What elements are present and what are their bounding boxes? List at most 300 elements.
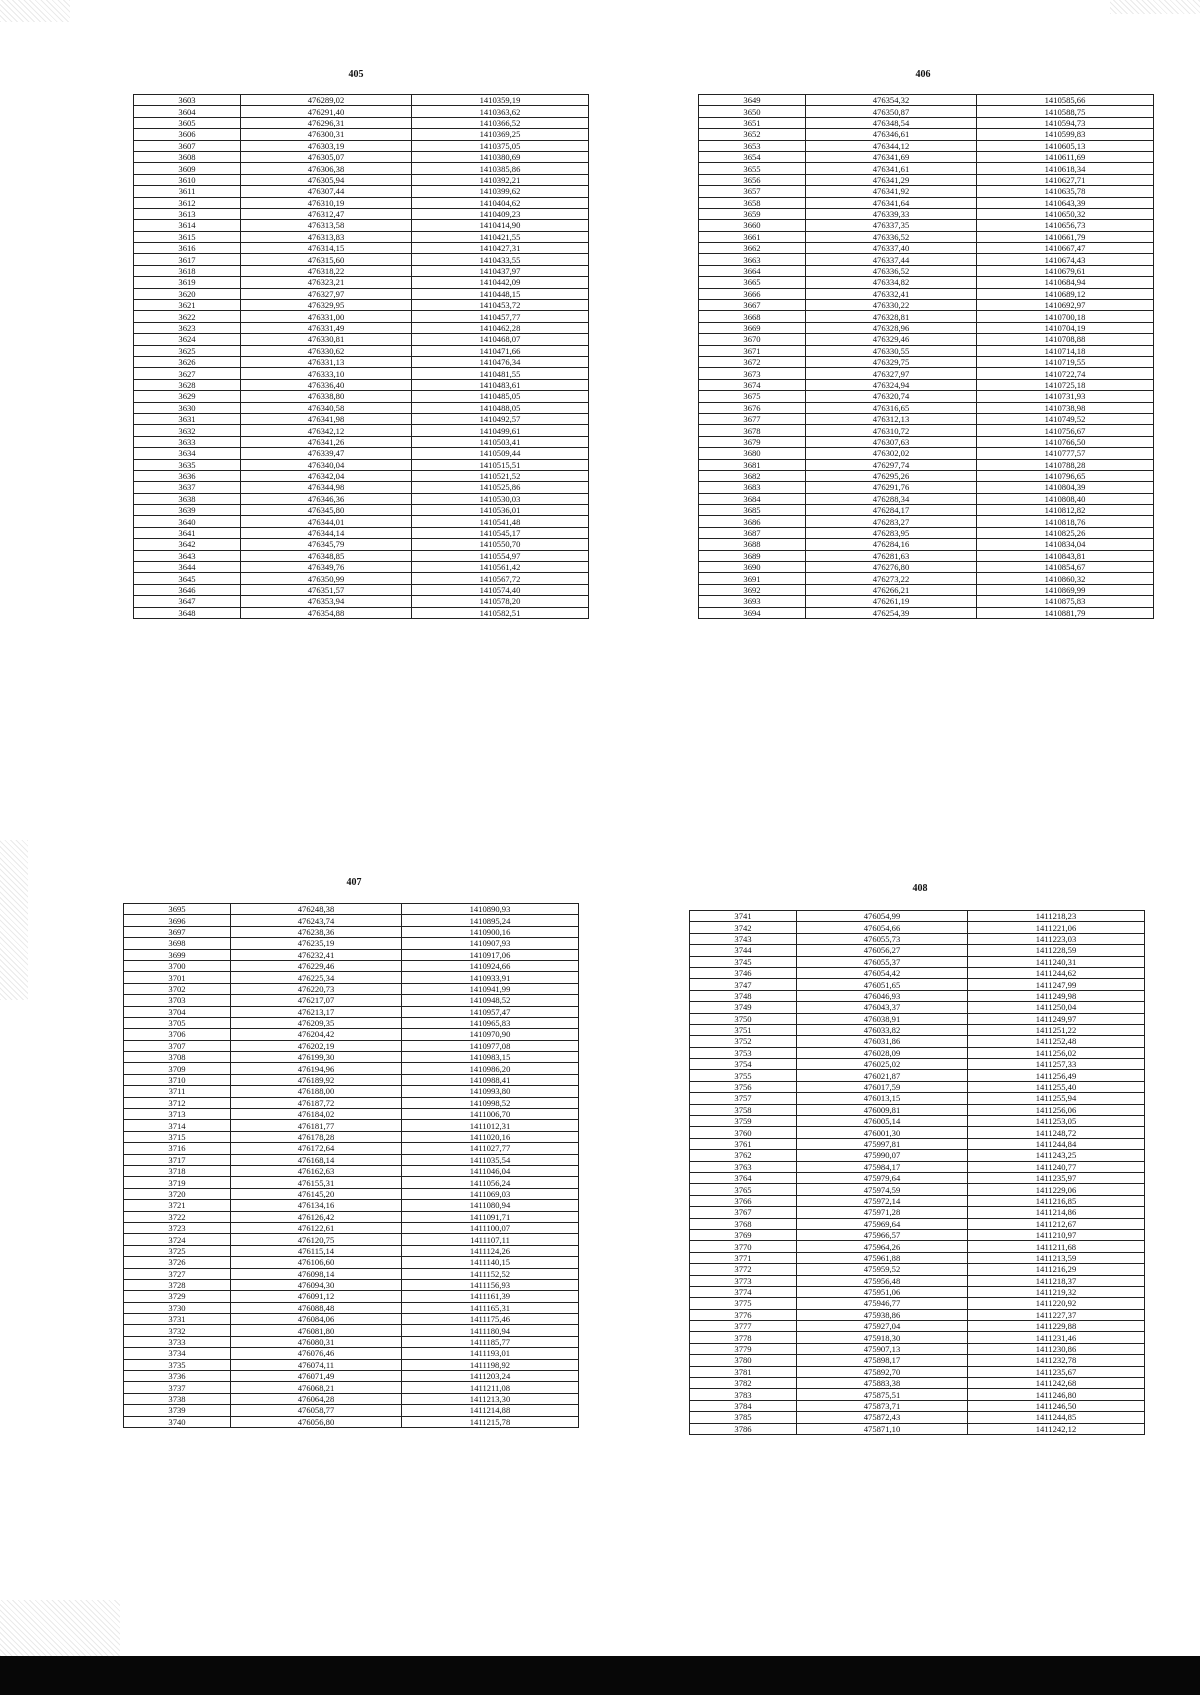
x-coordinate-cell: 476028,09 bbox=[797, 1047, 968, 1058]
point-number-cell: 3636 bbox=[134, 470, 241, 481]
point-number-cell: 3617 bbox=[134, 254, 241, 265]
point-number-cell: 3729 bbox=[124, 1291, 231, 1302]
x-coordinate-cell: 476074,11 bbox=[231, 1359, 402, 1370]
x-coordinate-cell: 476054,66 bbox=[797, 922, 968, 933]
table-row bbox=[699, 493, 1154, 504]
table-row bbox=[134, 402, 589, 413]
x-coordinate-cell: 476181,77 bbox=[231, 1120, 402, 1131]
y-coordinate-cell: 1410788,28 bbox=[977, 459, 1154, 470]
point-number-cell: 3707 bbox=[124, 1040, 231, 1051]
y-coordinate-cell: 1411006,70 bbox=[402, 1109, 579, 1120]
point-number-cell: 3610 bbox=[134, 174, 241, 185]
x-coordinate-cell: 476289,02 bbox=[241, 95, 412, 106]
y-coordinate-cell: 1410627,71 bbox=[977, 174, 1154, 185]
table-row bbox=[134, 562, 589, 573]
point-number-cell: 3680 bbox=[699, 448, 806, 459]
x-coordinate-cell: 476080,31 bbox=[231, 1336, 402, 1347]
y-coordinate-cell: 1410536,01 bbox=[412, 505, 589, 516]
table-row bbox=[134, 151, 589, 162]
point-number-cell: 3620 bbox=[134, 288, 241, 299]
x-coordinate-cell: 475875,51 bbox=[797, 1389, 968, 1400]
x-coordinate-cell: 476341,61 bbox=[806, 163, 977, 174]
table-row bbox=[690, 1252, 1145, 1263]
x-coordinate-cell: 476091,12 bbox=[231, 1291, 402, 1302]
point-number-cell: 3727 bbox=[124, 1268, 231, 1279]
x-coordinate-cell: 476333,10 bbox=[241, 368, 412, 379]
table-row bbox=[690, 1070, 1145, 1081]
table-row bbox=[690, 1116, 1145, 1127]
table-row bbox=[699, 208, 1154, 219]
x-coordinate-cell: 476199,30 bbox=[231, 1052, 402, 1063]
point-number-cell: 3721 bbox=[124, 1200, 231, 1211]
x-coordinate-cell: 476051,65 bbox=[797, 979, 968, 990]
point-number-cell: 3645 bbox=[134, 573, 241, 584]
point-number-cell: 3634 bbox=[134, 448, 241, 459]
y-coordinate-cell: 1411198,92 bbox=[402, 1359, 579, 1370]
point-number-cell: 3618 bbox=[134, 265, 241, 276]
table-row bbox=[134, 334, 589, 345]
x-coordinate-cell: 475892,70 bbox=[797, 1366, 968, 1377]
y-coordinate-cell: 1410481,55 bbox=[412, 368, 589, 379]
y-coordinate-cell: 1411124,26 bbox=[402, 1245, 579, 1256]
point-number-cell: 3785 bbox=[690, 1412, 797, 1423]
point-number-cell: 3638 bbox=[134, 493, 241, 504]
coordinate-table-408 bbox=[689, 910, 1145, 1435]
point-number-cell: 3781 bbox=[690, 1366, 797, 1377]
point-number-cell: 3665 bbox=[699, 277, 806, 288]
table-row bbox=[124, 1314, 579, 1325]
point-number-cell: 3664 bbox=[699, 265, 806, 276]
point-number-cell: 3683 bbox=[699, 482, 806, 493]
y-coordinate-cell: 1411218,37 bbox=[968, 1275, 1145, 1286]
x-coordinate-cell: 476344,14 bbox=[241, 527, 412, 538]
x-coordinate-cell: 476229,46 bbox=[231, 960, 402, 971]
x-coordinate-cell: 476348,54 bbox=[806, 117, 977, 128]
point-number-cell: 3709 bbox=[124, 1063, 231, 1074]
point-number-cell: 3681 bbox=[699, 459, 806, 470]
y-coordinate-cell: 1411107,11 bbox=[402, 1234, 579, 1245]
y-coordinate-cell: 1410421,55 bbox=[412, 231, 589, 242]
y-coordinate-cell: 1410738,98 bbox=[977, 402, 1154, 413]
table-row bbox=[699, 573, 1154, 584]
x-coordinate-cell: 476307,63 bbox=[806, 436, 977, 447]
point-number-cell: 3639 bbox=[134, 505, 241, 516]
point-number-cell: 3630 bbox=[134, 402, 241, 413]
y-coordinate-cell: 1410948,52 bbox=[402, 995, 579, 1006]
y-coordinate-cell: 1410530,03 bbox=[412, 493, 589, 504]
x-coordinate-cell: 476329,75 bbox=[806, 356, 977, 367]
y-coordinate-cell: 1411080,94 bbox=[402, 1200, 579, 1211]
table-row bbox=[699, 311, 1154, 322]
x-coordinate-cell: 476341,26 bbox=[241, 436, 412, 447]
y-coordinate-cell: 1411214,86 bbox=[968, 1207, 1145, 1218]
table-row bbox=[699, 356, 1154, 367]
y-coordinate-cell: 1411231,46 bbox=[968, 1332, 1145, 1343]
table-row bbox=[699, 379, 1154, 390]
table-row bbox=[699, 596, 1154, 607]
table-row bbox=[134, 140, 589, 151]
table-row bbox=[124, 1359, 579, 1370]
table-row bbox=[134, 243, 589, 254]
y-coordinate-cell: 1410427,31 bbox=[412, 243, 589, 254]
point-number-cell: 3622 bbox=[134, 311, 241, 322]
table-row bbox=[134, 265, 589, 276]
table-row bbox=[134, 356, 589, 367]
point-number-cell: 3614 bbox=[134, 220, 241, 231]
point-number-cell: 3641 bbox=[134, 527, 241, 538]
point-number-cell: 3656 bbox=[699, 174, 806, 185]
y-coordinate-cell: 1411248,72 bbox=[968, 1127, 1145, 1138]
x-coordinate-cell: 475974,59 bbox=[797, 1184, 968, 1195]
x-coordinate-cell: 476305,07 bbox=[241, 151, 412, 162]
x-coordinate-cell: 476320,74 bbox=[806, 391, 977, 402]
y-coordinate-cell: 1410550,70 bbox=[412, 539, 589, 550]
x-coordinate-cell: 476331,13 bbox=[241, 356, 412, 367]
table-row bbox=[699, 254, 1154, 265]
table-row bbox=[690, 1138, 1145, 1149]
x-coordinate-cell: 475951,06 bbox=[797, 1286, 968, 1297]
point-number-cell: 3720 bbox=[124, 1188, 231, 1199]
point-number-cell: 3662 bbox=[699, 243, 806, 254]
table-row bbox=[699, 288, 1154, 299]
table-row bbox=[124, 1200, 579, 1211]
y-coordinate-cell: 1410476,34 bbox=[412, 356, 589, 367]
point-number-cell: 3775 bbox=[690, 1298, 797, 1309]
x-coordinate-cell: 476056,80 bbox=[231, 1416, 402, 1427]
table-row bbox=[124, 1188, 579, 1199]
y-coordinate-cell: 1410993,80 bbox=[402, 1086, 579, 1097]
point-number-cell: 3740 bbox=[124, 1416, 231, 1427]
x-coordinate-cell: 476336,40 bbox=[241, 379, 412, 390]
table-row bbox=[690, 1024, 1145, 1035]
y-coordinate-cell: 1411223,03 bbox=[968, 933, 1145, 944]
table-row bbox=[690, 1355, 1145, 1366]
point-number-cell: 3736 bbox=[124, 1371, 231, 1382]
x-coordinate-cell: 476329,95 bbox=[241, 300, 412, 311]
y-coordinate-cell: 1411255,40 bbox=[968, 1081, 1145, 1092]
table-row bbox=[699, 322, 1154, 333]
table-row bbox=[690, 1093, 1145, 1104]
point-number-cell: 3635 bbox=[134, 459, 241, 470]
point-number-cell: 3770 bbox=[690, 1241, 797, 1252]
table-row bbox=[134, 345, 589, 356]
table-row bbox=[690, 1081, 1145, 1092]
point-number-cell: 3692 bbox=[699, 584, 806, 595]
x-coordinate-cell: 476312,13 bbox=[806, 413, 977, 424]
y-coordinate-cell: 1410433,55 bbox=[412, 254, 589, 265]
point-number-cell: 3705 bbox=[124, 1017, 231, 1028]
y-coordinate-cell: 1411256,02 bbox=[968, 1047, 1145, 1058]
table-row bbox=[124, 972, 579, 983]
point-number-cell: 3666 bbox=[699, 288, 806, 299]
x-coordinate-cell: 476009,81 bbox=[797, 1104, 968, 1115]
table-row bbox=[690, 945, 1145, 956]
y-coordinate-cell: 1410457,77 bbox=[412, 311, 589, 322]
table-row bbox=[134, 584, 589, 595]
table-row bbox=[690, 922, 1145, 933]
table-row bbox=[134, 106, 589, 117]
x-coordinate-cell: 475871,10 bbox=[797, 1423, 968, 1434]
y-coordinate-cell: 1410521,52 bbox=[412, 470, 589, 481]
point-number-cell: 3616 bbox=[134, 243, 241, 254]
x-coordinate-cell: 476339,47 bbox=[241, 448, 412, 459]
point-number-cell: 3749 bbox=[690, 1002, 797, 1013]
x-coordinate-cell: 476202,19 bbox=[231, 1040, 402, 1051]
x-coordinate-cell: 475898,17 bbox=[797, 1355, 968, 1366]
point-number-cell: 3717 bbox=[124, 1154, 231, 1165]
x-coordinate-cell: 476337,44 bbox=[806, 254, 977, 265]
point-number-cell: 3651 bbox=[699, 117, 806, 128]
x-coordinate-cell: 476327,97 bbox=[806, 368, 977, 379]
y-coordinate-cell: 1411140,15 bbox=[402, 1257, 579, 1268]
y-coordinate-cell: 1410684,94 bbox=[977, 277, 1154, 288]
y-coordinate-cell: 1410574,40 bbox=[412, 584, 589, 595]
y-coordinate-cell: 1411027,77 bbox=[402, 1143, 579, 1154]
y-coordinate-cell: 1411100,07 bbox=[402, 1222, 579, 1233]
y-coordinate-cell: 1410988,41 bbox=[402, 1074, 579, 1085]
table-row bbox=[134, 596, 589, 607]
point-number-cell: 3752 bbox=[690, 1036, 797, 1047]
point-number-cell: 3739 bbox=[124, 1405, 231, 1416]
x-coordinate-cell: 476288,34 bbox=[806, 493, 977, 504]
table-row bbox=[699, 391, 1154, 402]
table-row bbox=[699, 95, 1154, 106]
point-number-cell: 3678 bbox=[699, 425, 806, 436]
table-row bbox=[690, 1378, 1145, 1389]
table-row bbox=[124, 1052, 579, 1063]
table-row bbox=[134, 470, 589, 481]
point-number-cell: 3687 bbox=[699, 527, 806, 538]
page-number-405: 405 bbox=[348, 69, 364, 80]
x-coordinate-cell: 476334,82 bbox=[806, 277, 977, 288]
x-coordinate-cell: 476295,26 bbox=[806, 470, 977, 481]
x-coordinate-cell: 475972,14 bbox=[797, 1195, 968, 1206]
table-row bbox=[134, 573, 589, 584]
point-number-cell: 3694 bbox=[699, 607, 806, 618]
x-coordinate-cell: 476344,12 bbox=[806, 140, 977, 151]
y-coordinate-cell: 1410890,93 bbox=[402, 904, 579, 915]
point-number-cell: 3718 bbox=[124, 1165, 231, 1176]
y-coordinate-cell: 1410719,55 bbox=[977, 356, 1154, 367]
y-coordinate-cell: 1411193,01 bbox=[402, 1348, 579, 1359]
y-coordinate-cell: 1411256,49 bbox=[968, 1070, 1145, 1081]
point-number-cell: 3663 bbox=[699, 254, 806, 265]
point-number-cell: 3716 bbox=[124, 1143, 231, 1154]
x-coordinate-cell: 476126,42 bbox=[231, 1211, 402, 1222]
point-number-cell: 3668 bbox=[699, 311, 806, 322]
table-row bbox=[124, 1291, 579, 1302]
table-row bbox=[699, 163, 1154, 174]
table-row bbox=[699, 459, 1154, 470]
table-row bbox=[124, 1109, 579, 1120]
point-number-cell: 3715 bbox=[124, 1131, 231, 1142]
point-number-cell: 3659 bbox=[699, 208, 806, 219]
y-coordinate-cell: 1410611,69 bbox=[977, 151, 1154, 162]
y-coordinate-cell: 1410462,28 bbox=[412, 322, 589, 333]
y-coordinate-cell: 1410700,18 bbox=[977, 311, 1154, 322]
x-coordinate-cell: 476291,40 bbox=[241, 106, 412, 117]
table-row bbox=[124, 1336, 579, 1347]
coordinate-table-407 bbox=[123, 903, 579, 1428]
point-number-cell: 3745 bbox=[690, 956, 797, 967]
x-coordinate-cell: 476081,80 bbox=[231, 1325, 402, 1336]
y-coordinate-cell: 1410812,82 bbox=[977, 505, 1154, 516]
y-coordinate-cell: 1410881,79 bbox=[977, 607, 1154, 618]
y-coordinate-cell: 1411216,29 bbox=[968, 1264, 1145, 1275]
table-row bbox=[134, 300, 589, 311]
x-coordinate-cell: 476284,17 bbox=[806, 505, 977, 516]
table-row bbox=[699, 186, 1154, 197]
y-coordinate-cell: 1410796,65 bbox=[977, 470, 1154, 481]
point-number-cell: 3607 bbox=[134, 140, 241, 151]
table-row bbox=[124, 1234, 579, 1245]
x-coordinate-cell: 475907,13 bbox=[797, 1343, 968, 1354]
y-coordinate-cell: 1410392,21 bbox=[412, 174, 589, 185]
table-row bbox=[690, 1332, 1145, 1343]
x-coordinate-cell: 476328,81 bbox=[806, 311, 977, 322]
x-coordinate-cell: 476306,38 bbox=[241, 163, 412, 174]
y-coordinate-cell: 1411219,32 bbox=[968, 1286, 1145, 1297]
point-number-cell: 3719 bbox=[124, 1177, 231, 1188]
table-row bbox=[699, 334, 1154, 345]
table-row bbox=[699, 505, 1154, 516]
point-number-cell: 3624 bbox=[134, 334, 241, 345]
table-row bbox=[134, 436, 589, 447]
y-coordinate-cell: 1410585,66 bbox=[977, 95, 1154, 106]
x-coordinate-cell: 476194,96 bbox=[231, 1063, 402, 1074]
x-coordinate-cell: 475971,28 bbox=[797, 1207, 968, 1218]
table-row bbox=[134, 174, 589, 185]
y-coordinate-cell: 1411253,05 bbox=[968, 1116, 1145, 1127]
x-coordinate-cell: 476248,38 bbox=[231, 904, 402, 915]
table-row bbox=[124, 1348, 579, 1359]
table-row bbox=[699, 482, 1154, 493]
x-coordinate-cell: 476350,99 bbox=[241, 573, 412, 584]
x-coordinate-cell: 476058,77 bbox=[231, 1405, 402, 1416]
x-coordinate-cell: 476209,35 bbox=[231, 1017, 402, 1028]
y-coordinate-cell: 1410499,61 bbox=[412, 425, 589, 436]
point-number-cell: 3625 bbox=[134, 345, 241, 356]
y-coordinate-cell: 1411211,08 bbox=[402, 1382, 579, 1393]
y-coordinate-cell: 1410582,51 bbox=[412, 607, 589, 618]
y-coordinate-cell: 1411214,88 bbox=[402, 1405, 579, 1416]
point-number-cell: 3657 bbox=[699, 186, 806, 197]
y-coordinate-cell: 1411211,68 bbox=[968, 1241, 1145, 1252]
table-row bbox=[699, 129, 1154, 140]
y-coordinate-cell: 1411242,68 bbox=[968, 1378, 1145, 1389]
x-coordinate-cell: 476344,98 bbox=[241, 482, 412, 493]
table-row bbox=[124, 1086, 579, 1097]
x-coordinate-cell: 476291,76 bbox=[806, 482, 977, 493]
y-coordinate-cell: 1410561,42 bbox=[412, 562, 589, 573]
x-coordinate-cell: 476225,34 bbox=[231, 972, 402, 983]
table-row bbox=[134, 413, 589, 424]
table-row bbox=[124, 1245, 579, 1256]
x-coordinate-cell: 475966,57 bbox=[797, 1229, 968, 1240]
point-number-cell: 3773 bbox=[690, 1275, 797, 1286]
point-number-cell: 3732 bbox=[124, 1325, 231, 1336]
point-number-cell: 3647 bbox=[134, 596, 241, 607]
point-number-cell: 3743 bbox=[690, 933, 797, 944]
table-row bbox=[134, 516, 589, 527]
x-coordinate-cell: 476005,14 bbox=[797, 1116, 968, 1127]
point-number-cell: 3673 bbox=[699, 368, 806, 379]
point-number-cell: 3671 bbox=[699, 345, 806, 356]
x-coordinate-cell: 475956,48 bbox=[797, 1275, 968, 1286]
y-coordinate-cell: 1411213,30 bbox=[402, 1393, 579, 1404]
scan-noise-left-mid bbox=[0, 840, 28, 1000]
table-row bbox=[134, 607, 589, 618]
table-row bbox=[690, 1321, 1145, 1332]
y-coordinate-cell: 1410578,20 bbox=[412, 596, 589, 607]
table-row bbox=[124, 1211, 579, 1222]
x-coordinate-cell: 476315,60 bbox=[241, 254, 412, 265]
point-number-cell: 3684 bbox=[699, 493, 806, 504]
point-number-cell: 3744 bbox=[690, 945, 797, 956]
y-coordinate-cell: 1411244,85 bbox=[968, 1412, 1145, 1423]
table-row bbox=[134, 368, 589, 379]
point-number-cell: 3756 bbox=[690, 1081, 797, 1092]
x-coordinate-cell: 476302,02 bbox=[806, 448, 977, 459]
point-number-cell: 3632 bbox=[134, 425, 241, 436]
x-coordinate-cell: 475979,64 bbox=[797, 1172, 968, 1183]
x-coordinate-cell: 476328,96 bbox=[806, 322, 977, 333]
y-coordinate-cell: 1410363,62 bbox=[412, 106, 589, 117]
y-coordinate-cell: 1410618,34 bbox=[977, 163, 1154, 174]
y-coordinate-cell: 1410965,83 bbox=[402, 1017, 579, 1028]
point-number-cell: 3621 bbox=[134, 300, 241, 311]
x-coordinate-cell: 476284,16 bbox=[806, 539, 977, 550]
point-number-cell: 3674 bbox=[699, 379, 806, 390]
table-row bbox=[699, 550, 1154, 561]
table-row bbox=[124, 1416, 579, 1427]
y-coordinate-cell: 1410777,57 bbox=[977, 448, 1154, 459]
table-row bbox=[134, 539, 589, 550]
x-coordinate-cell: 476297,74 bbox=[806, 459, 977, 470]
table-row bbox=[699, 197, 1154, 208]
x-coordinate-cell: 476318,22 bbox=[241, 265, 412, 276]
y-coordinate-cell: 1410594,73 bbox=[977, 117, 1154, 128]
table-row bbox=[134, 288, 589, 299]
point-number-cell: 3762 bbox=[690, 1150, 797, 1161]
x-coordinate-cell: 476330,81 bbox=[241, 334, 412, 345]
x-coordinate-cell: 476330,62 bbox=[241, 345, 412, 356]
y-coordinate-cell: 1411035,54 bbox=[402, 1154, 579, 1165]
point-number-cell: 3613 bbox=[134, 208, 241, 219]
x-coordinate-cell: 476071,49 bbox=[231, 1371, 402, 1382]
point-number-cell: 3667 bbox=[699, 300, 806, 311]
y-coordinate-cell: 1410385,86 bbox=[412, 163, 589, 174]
table-row bbox=[690, 1172, 1145, 1183]
y-coordinate-cell: 1410818,76 bbox=[977, 516, 1154, 527]
point-number-cell: 3604 bbox=[134, 106, 241, 117]
table-row bbox=[699, 562, 1154, 573]
x-coordinate-cell: 476084,06 bbox=[231, 1314, 402, 1325]
table-row bbox=[134, 311, 589, 322]
x-coordinate-cell: 476235,19 bbox=[231, 938, 402, 949]
table-row bbox=[690, 1104, 1145, 1115]
point-number-cell: 3676 bbox=[699, 402, 806, 413]
point-number-cell: 3755 bbox=[690, 1070, 797, 1081]
point-number-cell: 3646 bbox=[134, 584, 241, 595]
point-number-cell: 3786 bbox=[690, 1423, 797, 1434]
point-number-cell: 3750 bbox=[690, 1013, 797, 1024]
point-number-cell: 3730 bbox=[124, 1302, 231, 1313]
table-row bbox=[690, 1161, 1145, 1172]
x-coordinate-cell: 476098,14 bbox=[231, 1268, 402, 1279]
y-coordinate-cell: 1410453,72 bbox=[412, 300, 589, 311]
x-coordinate-cell: 476341,92 bbox=[806, 186, 977, 197]
